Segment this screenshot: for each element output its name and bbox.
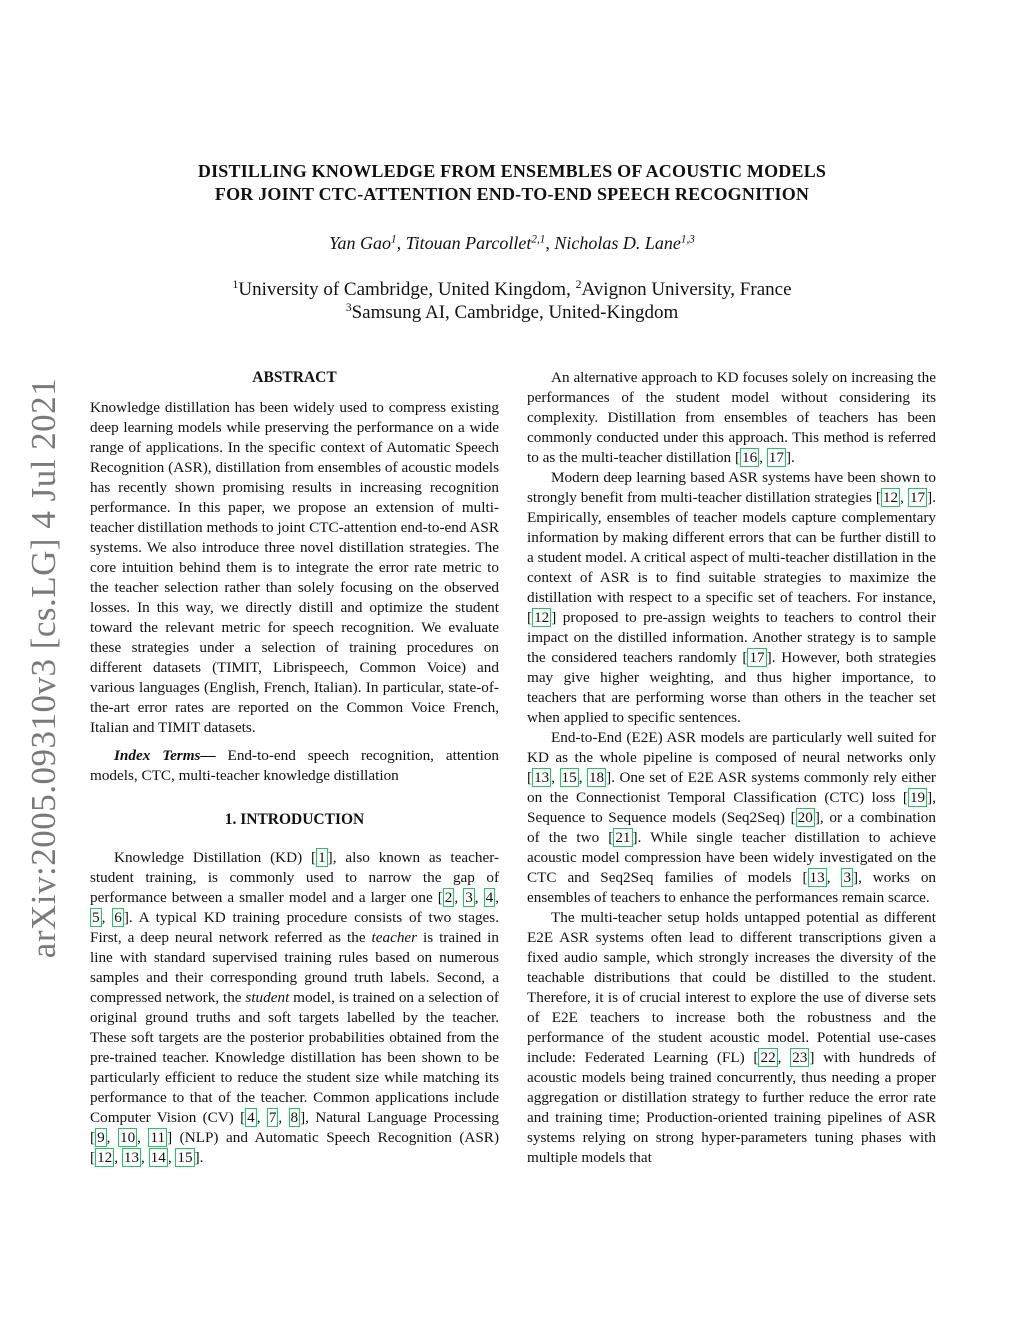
- index-terms: [90, 746, 499, 786]
- citation-link[interactable]: 15: [177, 1149, 193, 1166]
- citation-link[interactable]: 11: [150, 1129, 166, 1146]
- citation-link[interactable]: 1: [318, 849, 326, 866]
- right-column: [527, 368, 936, 1168]
- citation-group: [ 21 ]: [608, 829, 638, 846]
- paper-title: [100, 160, 924, 206]
- affiliation-mark: 2: [575, 277, 582, 291]
- citation-group: [ 12 ]: [527, 609, 557, 626]
- author-name: Nicholas D. Lane: [554, 233, 681, 253]
- author-name: Yan Gao: [329, 233, 391, 253]
- citation-link[interactable]: 7: [268, 1109, 277, 1126]
- emphasized-term: teacher: [371, 929, 418, 946]
- title-line-2: FOR JOINT CTC-ATTENTION END-TO-END SPEECH RECOGNITION: [214, 184, 810, 204]
- citation-link[interactable]: 3: [465, 889, 473, 906]
- citation-link[interactable]: 12: [882, 489, 899, 506]
- citation-link[interactable]: 19: [909, 789, 926, 806]
- citation-link[interactable]: 18: [588, 769, 605, 786]
- affiliation-mark: 3: [345, 300, 352, 314]
- citation-link[interactable]: 20: [797, 809, 813, 826]
- citation-link[interactable]: 13: [809, 869, 825, 886]
- citation-link[interactable]: 8: [290, 1109, 299, 1126]
- author-list: Yan Gao$^1$, Titouan Parcollet$^{2,1}$, Nicholas D. Lane$^{1,3}$: [329, 233, 695, 253]
- citation-group: [ 13 , 15 , 18 ]: [527, 769, 612, 786]
- citation-link[interactable]: 17: [749, 649, 765, 666]
- affiliations: [100, 278, 924, 324]
- citation-link[interactable]: 17: [768, 449, 784, 466]
- arxiv-identifier-text: arXiv:2005.09310v3 [cs.LG] 4 Jul 2021: [24, 377, 64, 959]
- abstract-heading: ABSTRACT: [252, 369, 337, 386]
- citation-link[interactable]: 12: [97, 1149, 113, 1166]
- abstract-text: Knowledge distillation has been widely used to compress existing deep learning models while preserving the performance on a wide range of applications. In the specific context of Automatic Speech Recognition (ASR), distillation from ensembles of acoustic models has recently shown promising results in increasing recognition performance. In this paper, we propose an extension of multi-teacher distillation methods to joint CTC-attention end-to-end ASR systems. We also introduce three novel distillation strategies. The core intuition behind them is to integrate the error rate metric to the teacher selection rather than solely focusing on the observed losses. In this way, we directly distill and optimize the student toward the relevant metric for speech recognition. We evaluate these strategies under a selection of training procedures on different datasets (TIMIT, Librispeech, Common Voice) and various languages (English, French, Italian). In particular, state-of-the-art error rates are reported on the Common Voice French, Italian and TIMIT datasets.: [90, 399, 499, 736]
- citation-link[interactable]: 4: [485, 889, 494, 906]
- citation-group: [ 19 ]: [902, 789, 933, 806]
- intro-paragraph-3: Modern deep learning based ASR systems have been shown to strongly benefit from multi-teacher distillation strategies [ 12 , 17 ]. Empirically, ensembles of teacher models capture complementary information by making different errors that can be further distill to a student model. A critical aspect of multi-teacher distillation in the context of ASR is to find suitable strategies to maximize the distillation with respect to a specific set of teachers. For instance, [ 12 ] proposed to pre-assign weights to teachers to control their impact on the distilled information. Another strategy is to sample the considered teachers randomly [ 17 ]. However, both strategies may give higher weighting, and thus higher importance, to teachers that are performing worse than others in the teacher set when applied to specific sentences.: [527, 469, 936, 726]
- author-affiliation-mark: 1,3: [680, 233, 695, 246]
- intro-paragraph-2: An alternative approach to KD focuses solely on increasing the performances of the student model without considering its complexity. Distillation from ensembles of teachers has been commonly conducted under this approach. This method is referred to as the multi-teacher distillation [ 16 , 17 ].: [527, 369, 936, 466]
- intro-paragraph-5: The multi-teacher setup holds untapped potential as different E2E ASR systems often lead to different transcriptions given a fixed audio sample, which strongly increases the diversity of the teachable distributions that could be distilled to the student. Therefore, it is of crucial interest to explore the use of diverse sets of E2E teachers to increase both the robustness and the performance of the student acoustic model. Potential use-cases include: Federated Learning (FL) [ 22 , 23 ] with hundreds of acoustic models being trained concurrently, thus needing a proper aggregation or distillation strategy to further reduce the error rate and training time; Production-oriented training pipelines of ASR systems relying on strong hyper-parameters tuning phases with multiple models that: [527, 909, 936, 1166]
- citation-link[interactable]: 13: [534, 769, 550, 786]
- citation-group: [ 13 , 3 ]: [802, 869, 859, 886]
- citation-link[interactable]: 23: [792, 1049, 808, 1066]
- intro-paragraph-4: End-to-End (E2E) ASR models are particularly well suited for KD as the whole pipeline is composed of neural networks only [ 13 , 15 , 18 ]. One set of E2E ASR systems commonly rely either on the Connectionist Temporal Classification (CTC) loss [ 19 ], Sequence to Sequence models (Seq2Seq) [ 20 ], or a combination of the two [ 21 ]. While single teacher distillation to achieve acoustic model compression have been widely investigated on the CTC and Seq2Seq families of models [ 13 , 3 ], works on ensembles of teachers to enhance the performances remain scarce.: [527, 729, 937, 906]
- citation-link[interactable]: 2: [444, 889, 453, 906]
- left-column: [90, 368, 499, 1168]
- citation-link[interactable]: 17: [909, 489, 926, 506]
- citation-group: [ 2 , 3 , 4 , 5 , 6 ]: [92, 889, 500, 926]
- citation-link[interactable]: 14: [150, 1149, 166, 1166]
- citation-link[interactable]: 10: [119, 1129, 136, 1146]
- author-name: Titouan Parcollet: [405, 233, 532, 253]
- index-terms-text: End-to-end speech recognition, attention models, CTC, multi-teacher knowledge distillation: [90, 747, 500, 784]
- citation-group: [ 12 , 17 ]: [875, 489, 933, 506]
- affiliation-line-2: [100, 301, 924, 324]
- author-affiliation-mark: 2,1: [531, 233, 546, 246]
- citation-link[interactable]: 21: [615, 829, 631, 846]
- title-line-1: DISTILLING KNOWLEDGE FROM ENSEMBLES OF ACOUSTIC MODELS: [197, 161, 827, 181]
- introduction-heading: 1. INTRODUCTION: [224, 811, 365, 828]
- citation-link[interactable]: 13: [123, 1149, 140, 1166]
- citation-group: [ 20 ]: [790, 809, 820, 826]
- citation-link[interactable]: 15: [561, 769, 577, 786]
- citation-group: [ 12 , 13 , 14 , 15 ]: [90, 1149, 200, 1166]
- arxiv-identifier: [18, 378, 70, 958]
- affiliation-text: Samsung AI, Cambridge, United-Kingdom: [351, 302, 679, 323]
- citation-group: [ 22 , 23 ]: [753, 1049, 815, 1066]
- citation-link[interactable]: 16: [742, 449, 758, 466]
- citation-group: [ 9 , 10 , 11 ]: [90, 1129, 173, 1146]
- citation-link[interactable]: 22: [760, 1049, 776, 1066]
- affiliation-text: University of Cambridge, United Kingdom,: [238, 279, 576, 300]
- emphasized-term: student: [245, 989, 290, 1006]
- citation-link[interactable]: 9: [97, 1129, 105, 1146]
- citation-link[interactable]: 5: [92, 909, 100, 926]
- citation-link[interactable]: 3: [843, 869, 852, 886]
- affiliation-text: Avignon University, France: [581, 279, 792, 300]
- author-affiliation-mark: 1: [391, 233, 397, 246]
- citation-link[interactable]: 6: [114, 909, 122, 926]
- citation-group: [ 4 , 7 , 8 ]: [240, 1109, 306, 1126]
- intro-paragraph-1: Knowledge Distillation (KD) [ 1 ], also known as teacher-student training, is commonly used to narrow the gap of performance between a smaller model and a larger one [ 2 , 3 , 4 , 5 , 6 ]. A typical KD training procedure consists of two stages. First, a deep neural network referred as the teacher is trained in line with standard supervised training rules based on numerous samples and their corresponding ground truth labels. Second, a compressed network, the student model, is trained on a selection of original ground truths and soft targets labelled by the teacher. These soft targets are the posterior probabilities obtained from the pre-trained teacher. Knowledge distillation has been shown to be particularly efficient to reduce the student size while matching its performance to that of the teacher. Common applications include Computer Vision (CV) [ 4 , 7 , 8 ], Natural Language Processing [ 9 , 10 , 11 ] (NLP) and Automatic Speech Recognition (ASR) [ 12 , 13 , 14 , 15 ].: [90, 849, 500, 1166]
- index-terms-label: Index Terms—: [114, 747, 216, 764]
- citation-link[interactable]: 4: [247, 1109, 255, 1126]
- citation-group: [ 17 ]: [742, 649, 772, 666]
- citation-group: [ 1 ]: [311, 849, 333, 866]
- citation-group: [ 16 , 17 ]: [734, 449, 792, 466]
- affiliation-line-1: [100, 278, 924, 301]
- affiliation-mark: 1: [232, 277, 239, 291]
- citation-link[interactable]: 12: [534, 609, 550, 626]
